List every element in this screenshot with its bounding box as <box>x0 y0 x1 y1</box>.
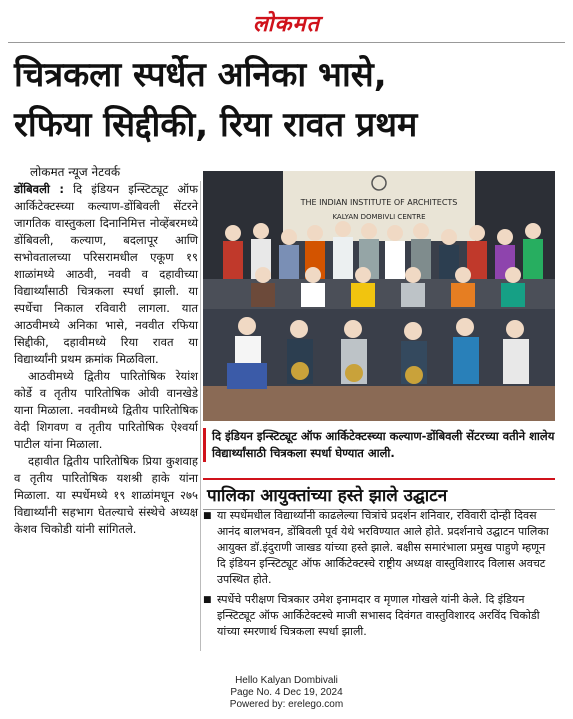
footer-publication: Hello Kalyan Dombivali <box>235 675 338 686</box>
banner-line-2: KALYAN DOMBIVLI CENTRE <box>332 213 426 221</box>
masthead-rule <box>8 42 565 43</box>
paragraph-1 <box>14 181 198 368</box>
bullet-list <box>203 508 555 644</box>
footer-page-date: Page No. 4 Dec 19, 2024 <box>230 687 343 698</box>
lokmat-logo: लोकमत <box>252 11 321 37</box>
masthead <box>0 8 573 38</box>
event-photo <box>203 171 555 421</box>
article-body <box>14 181 198 538</box>
footer-powered-by: Powered by: erelego.com <box>229 699 344 710</box>
bullet-item <box>203 592 555 640</box>
bullet-item <box>203 508 555 588</box>
bullet-text: स्पर्धेचे परीक्षण चित्रकार उमेश इनामदार व मृणाल गोखले यांनी केले. दि इंडियन इन्स्टिट्यूट ऑफ आर्किटेक्टस्चे माजी सभासद दिवंगत वास्तुविशारद अरविंद चिकोडी यांच्या स्मरणार्थ चित्रकला स्पर्धा झाली. <box>217 593 540 638</box>
subheading: पालिका आयुक्तांच्या हस्ते झाले उद्घाटन <box>203 478 555 510</box>
bullet-square-icon: ■ <box>203 511 212 521</box>
event-photo-illustration <box>203 171 555 421</box>
dateline: डोंबिवली : <box>14 182 64 196</box>
paragraph-3: दहावीत द्वितीय पारितोषिक प्रिया कुशवाह व तृतीय पारितोषिक यशश्री हाके यांना मिळाला. या स्पर्धेमध्ये १९ शाळांमधून २७५ विद्यार्थ्यांनी सहभाग घेतल्याचे संस्थेचे अध्यक्ष केशव चिकोडी यांनी सांगितले. <box>14 454 198 536</box>
column-divider <box>200 181 201 651</box>
byline: लोकमत न्यूज नेटवर्क <box>30 165 121 179</box>
bullet-square-icon: ■ <box>203 595 212 605</box>
banner-line-1: THE INDIAN INSTITUTE OF ARCHITECTS <box>300 198 458 207</box>
headline <box>14 50 564 150</box>
photo-caption: दि इंडियन इन्स्टिट्यूट ऑफ आर्किटेक्टस्च्या कल्याण-डोंबिवली सेंटरच्या वतीने शालेय विद्यार्थ्यांसाठी चित्रकला स्पर्धा घेण्यात आली. <box>203 428 555 462</box>
paragraph-2: आठवीमध्ये द्वितीय पारितोषिक रेयांश कोर्डे व तृतीय पारितोषिक ओवी वानखेडे याना मिळाला. नववीमध्ये द्वितीय पारितोषिक वेदी शिगवण व तृतीय पारितोषिक ऐश्वर्या पाटील यांना मिळाला. <box>14 369 198 451</box>
bullet-text: या स्पर्धेमधील विद्यार्थ्यांनी काढलेल्या चित्रांचे प्रदर्शन शनिवार, रविवारी दोन्ही दिवस आनंद बालभवन, डोंबिवली पूर्व येथे भरविण्यात आले होते. प्रदर्शनाचे उद्घाटन पालिका आयुक्त डॉ.इंदुराणी जाखड यांच्या हस्ते झाले. बक्षीस समारंभाला प्रमुख पाहुणे म्हणून दि इंडियन इन्स्टिट्यूट ऑफ आर्किटेक्टस्चे राष्ट्रीय अध्यक्ष वास्तुविशारद विलास अवचट उपस्थित होते. <box>217 509 549 586</box>
headline-line-2: रफिया सिद्दीकी, रिया रावत प्रथम <box>14 105 418 145</box>
headline-line-1: चित्रकला स्पर्धेत अनिका भासे, <box>14 55 387 95</box>
gift-bag <box>227 363 267 389</box>
paragraph-1-text: दि इंडियन इन्स्टिट्यूट ऑफ आर्किटेक्टस्च्या कल्याण-डोंबिवली सेंटरने जागतिक वास्तुकला दिनानिमित्त नोव्हेंबरमध्ये डोंबिवली, कल्याण, बदलापूर आणि सभोवतालच्या परिसरामधील एकूण १९ शाळांमध्ये आठवी, नववी व दहावीच्या विद्यार्थ्यांसाठी चित्रकला स्पर्धा झाली. या स्पर्धेचा निकाल रविवारी लागला. यात आठवीमध्ये अनिका भासे, नववीत रफिया सिद्दीकी, दहावीमध्ये रिया रावत या विद्यार्थ्यांनी प्रथम क्रमांक मिळविला. <box>14 182 198 366</box>
footer <box>0 675 573 711</box>
